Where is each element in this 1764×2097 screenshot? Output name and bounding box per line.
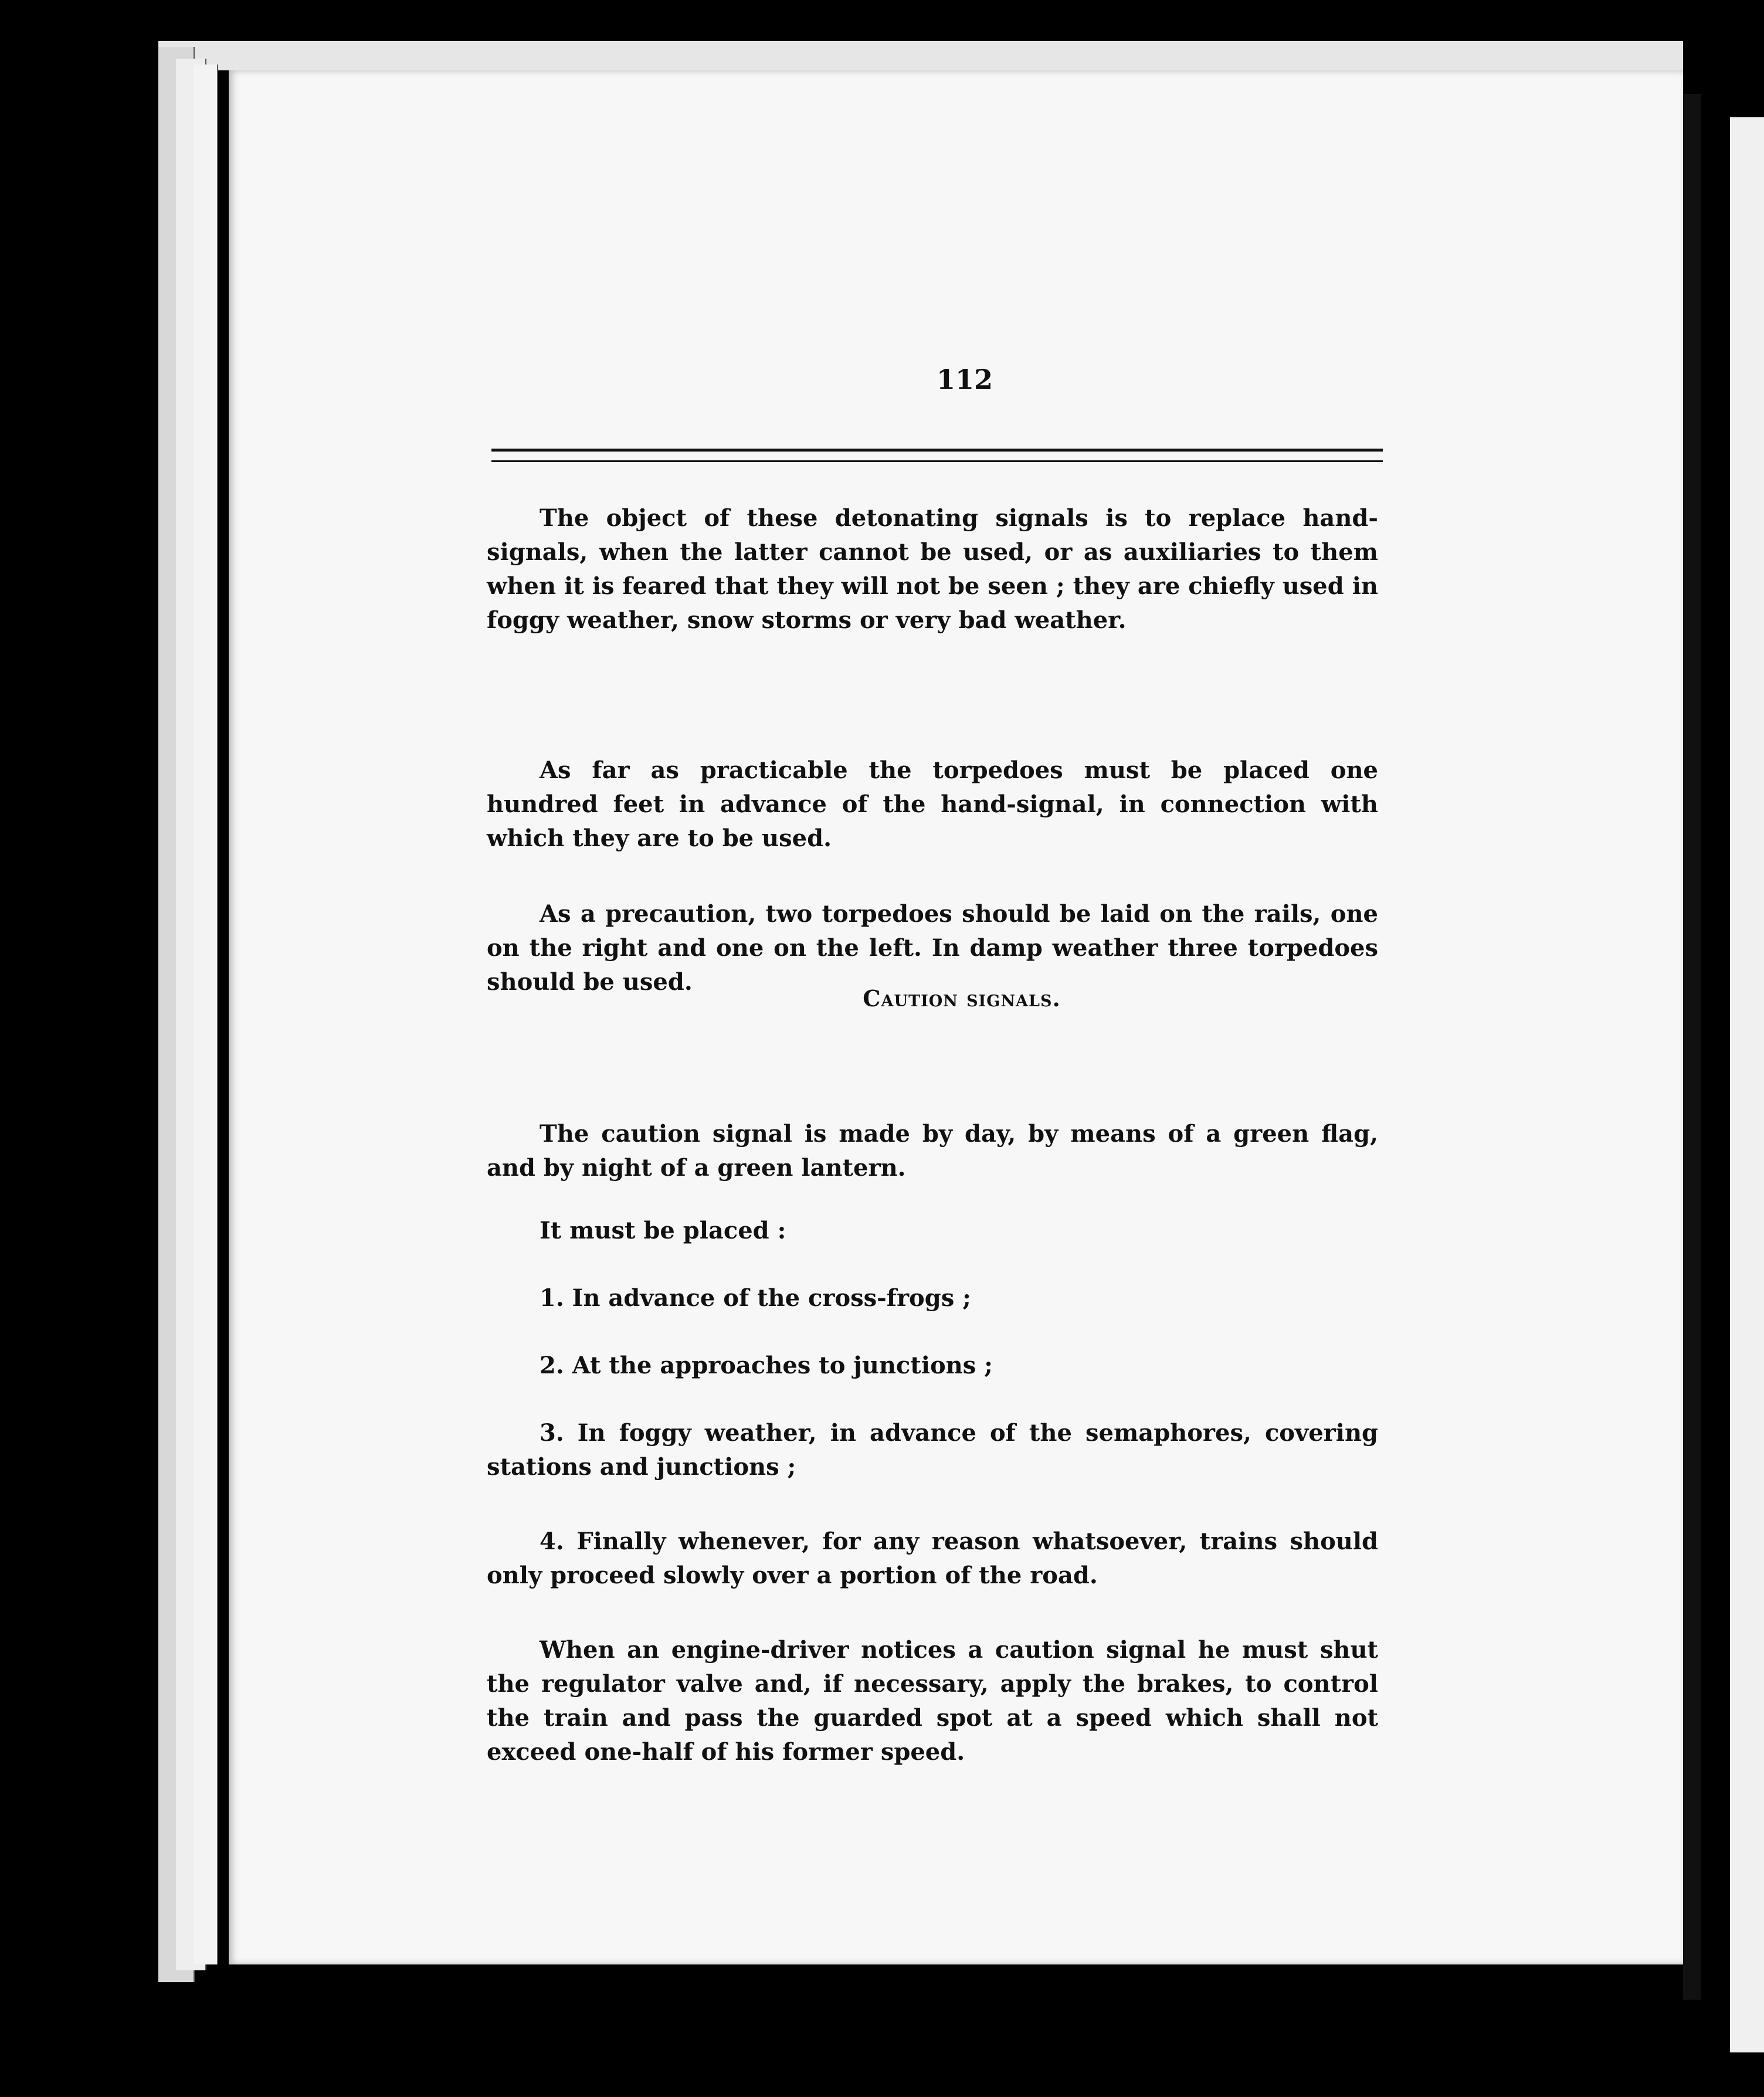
facing-page-edge	[1730, 117, 1764, 2052]
section-heading	[229, 985, 1683, 1012]
section-heading-text: Caution signals.	[863, 985, 1061, 1012]
paragraph-precaution: As a precaution, two torpedoes should be laid on the rails, one on the right and one on the left. In damp weather three torpedoes should be used.	[487, 900, 1378, 996]
book-gutter	[1683, 94, 1701, 2000]
list-item: 1. In advance of the cross-frogs ;	[540, 1284, 971, 1312]
paragraph-torpedo-placement: As far as practicable the torpedoes must be placed one hundred feet in advance of the hand-signal, in connection with which they are to be used.	[487, 756, 1378, 852]
page-number: 112	[936, 364, 993, 395]
book-page	[229, 70, 1683, 1964]
list-item: 3. In foggy weather, in advance of the semaphores, covering stations and junctions ;	[487, 1419, 1378, 1481]
list-item: 4. Finally whenever, for any reason whatsoever, trains should only proceed slowly over a portion of the road.	[487, 1528, 1378, 1589]
book-top-edge	[158, 41, 1683, 70]
paragraph-caution-intro: The caution signal is made by day, by means of a green flag, and by night of a green lantern.	[487, 1120, 1378, 1182]
paragraph-must-be-placed: It must be placed :	[540, 1217, 786, 1244]
paragraph-engine-driver: When an engine-driver notices a caution signal he must shut the regulator valve and, if necessary, apply the brakes, to control the train and pass the guarded spot at a speed which shall not exceed one-half of his former speed.	[487, 1636, 1378, 1766]
header-rule	[491, 449, 1383, 452]
paragraph-detonating-signals: The object of these detonating signals is to replace hand-signals, when the latter cannot be used, or as auxiliaries to them when it is feared that they will not be seen ; they are chiefly used in foggy weather, snow storms or very bad weather.	[487, 504, 1378, 634]
header-rule	[491, 460, 1383, 462]
list-item: 2. At the approaches to junctions ;	[540, 1352, 993, 1379]
page-stack-edge	[194, 65, 218, 1964]
